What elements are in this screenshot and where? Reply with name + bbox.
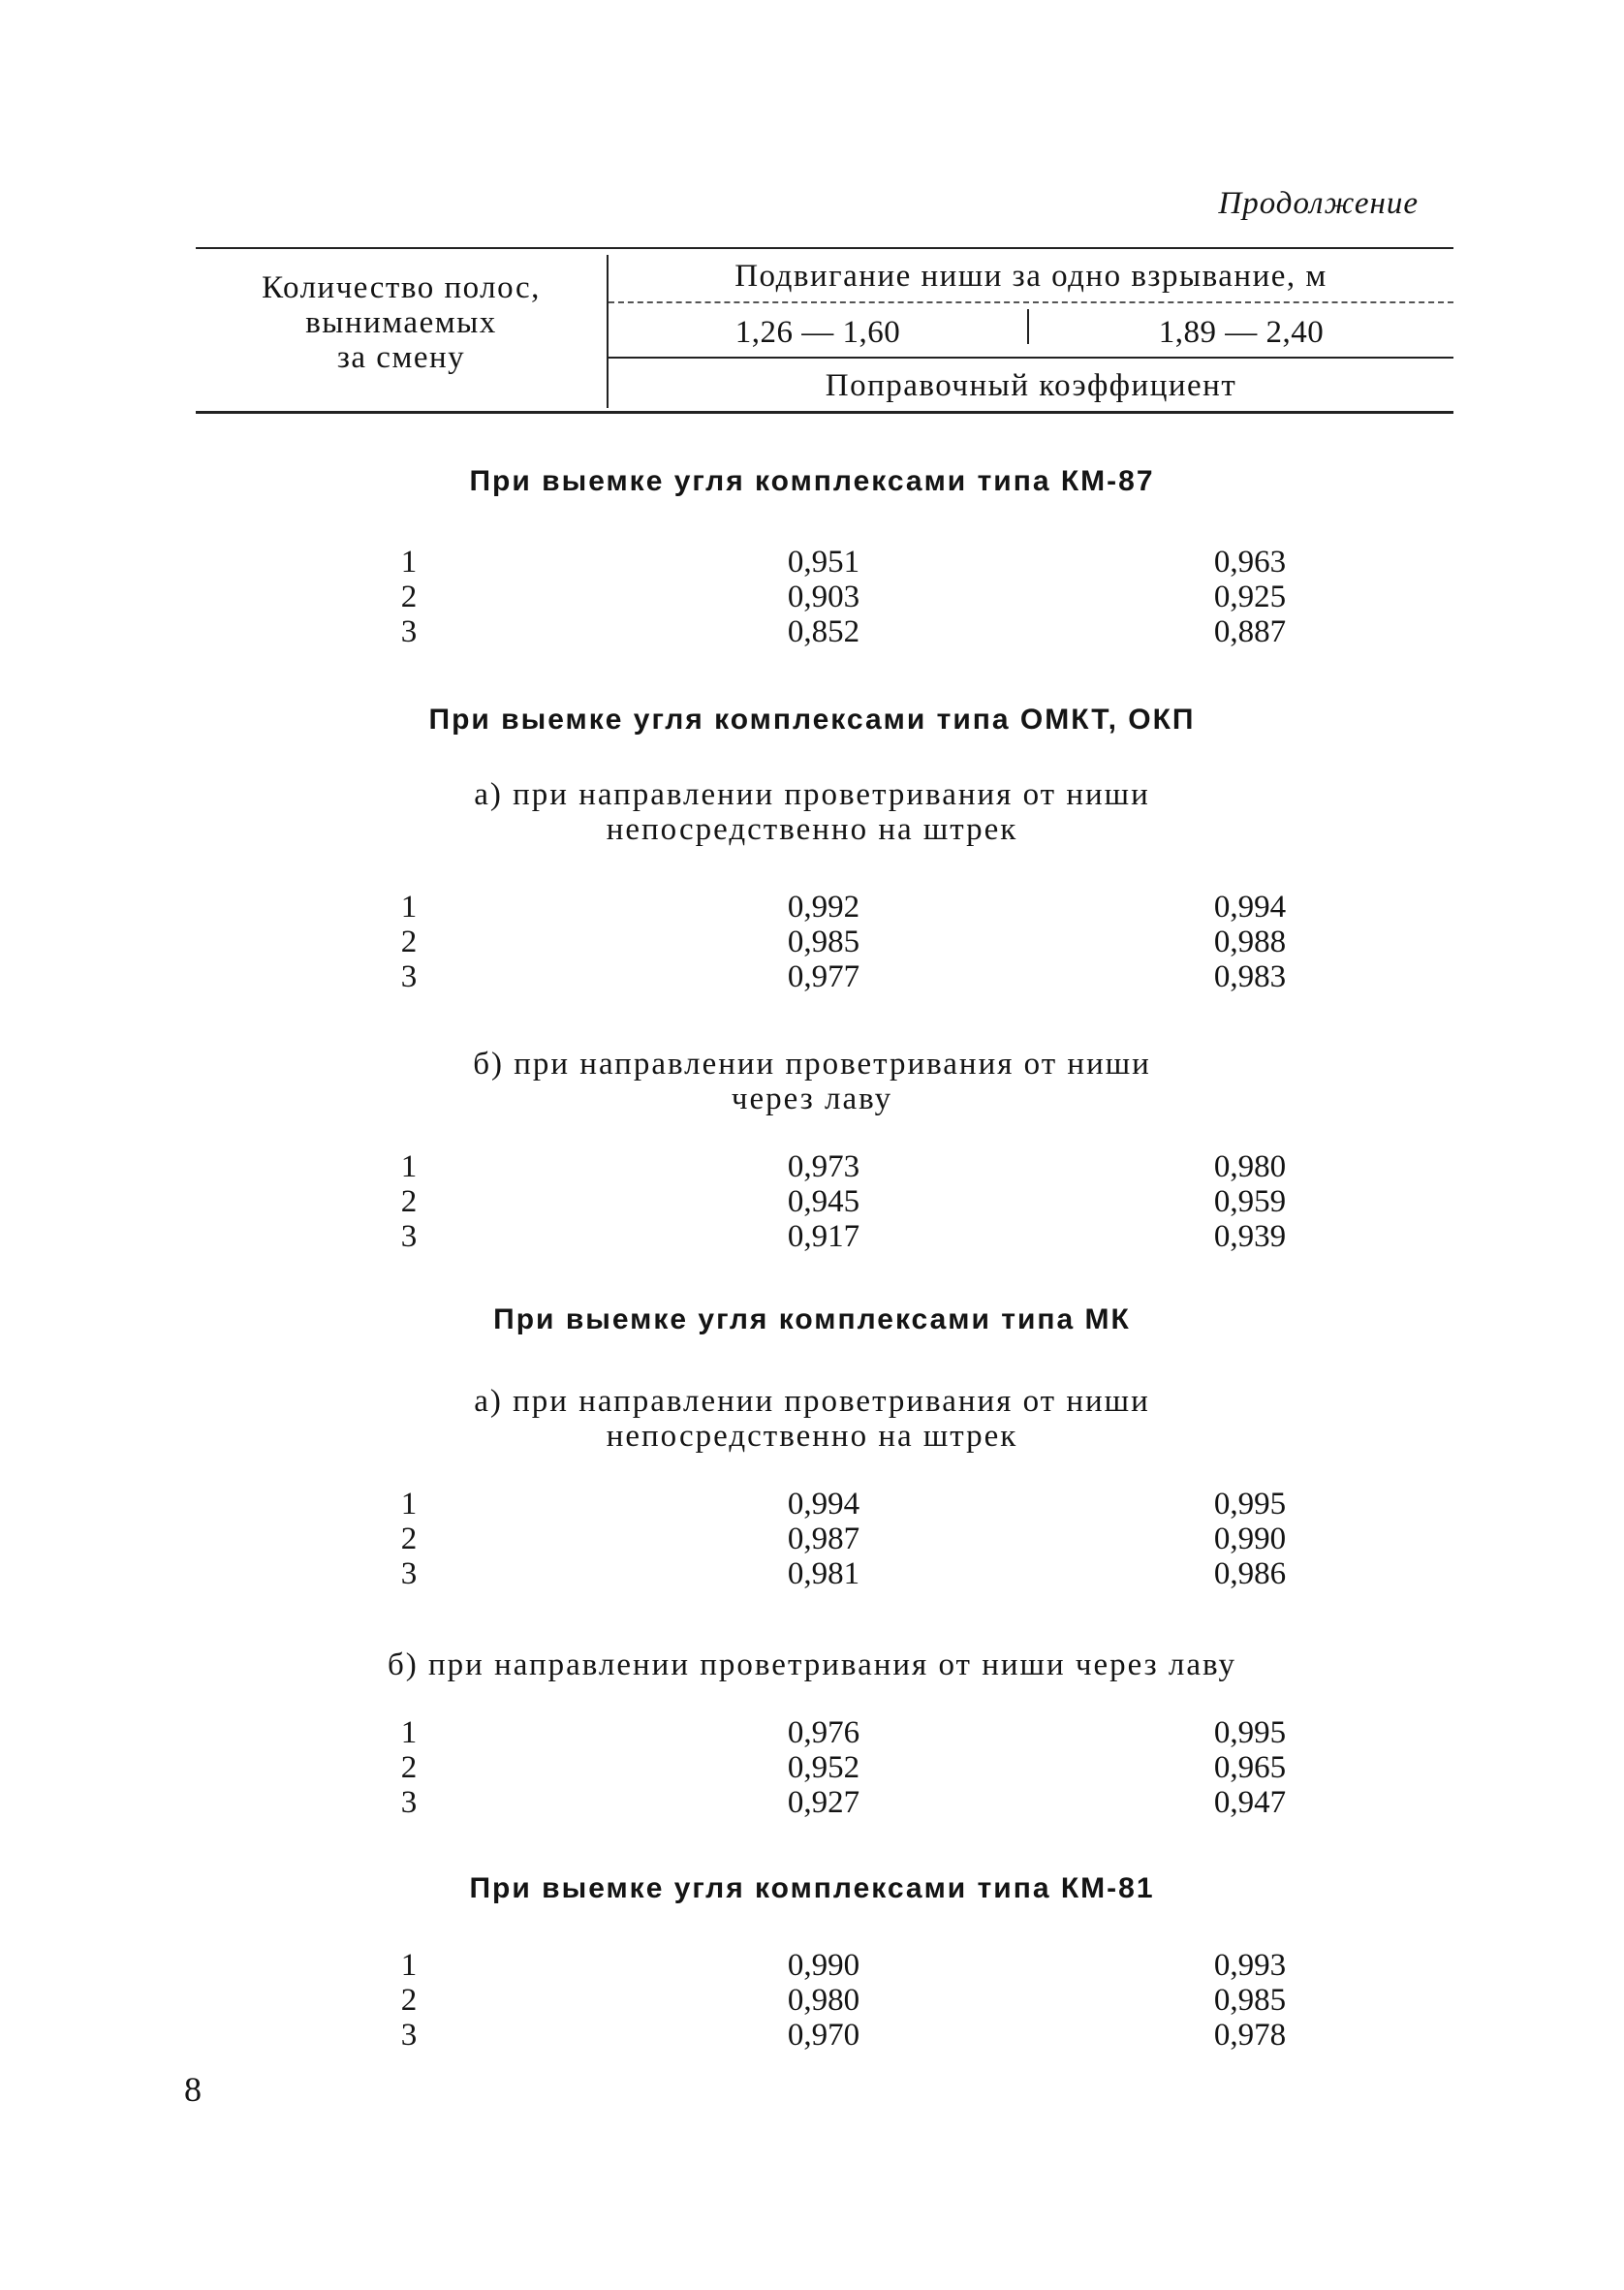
subsection-label-line: непосредственно на штрек <box>606 812 1018 847</box>
coef-a: 0,903 <box>787 580 860 614</box>
data-rows <box>0 1715 1624 1820</box>
row-count: 3 <box>400 1785 418 1820</box>
section-title: При выемке угля комплексами типа МК <box>493 1303 1131 1335</box>
coef-b: 0,959 <box>1213 1184 1287 1219</box>
subsection-label-line: б) при направлении проветривания от ниши через лаву <box>387 1647 1237 1682</box>
header-range-a: 1,26 — 1,60 <box>734 315 901 350</box>
coef-a: 0,980 <box>787 1983 860 2018</box>
coef-a: 0,952 <box>787 1750 860 1785</box>
header-advance-title: Подвигание ниши за одно взрывание, м <box>734 259 1327 294</box>
coef-b: 0,986 <box>1213 1556 1287 1591</box>
data-rows <box>0 890 1624 994</box>
coef-a: 0,917 <box>787 1219 860 1254</box>
coef-a: 0,985 <box>787 925 860 959</box>
header-top-rule <box>196 247 1453 249</box>
page-number: 8 <box>184 2070 202 2109</box>
data-rows <box>0 1149 1624 1254</box>
header-range-b: 1,89 — 2,40 <box>1158 315 1325 350</box>
data-rows <box>0 1487 1624 1591</box>
table-row <box>0 2018 1624 2053</box>
row-count: 1 <box>400 1715 418 1750</box>
coef-b: 0,994 <box>1213 890 1287 925</box>
table-row <box>0 1219 1624 1254</box>
continuation-label: Продолжение <box>1218 186 1419 221</box>
subsection-label-line: а) при направлении проветривания от ниши <box>474 777 1150 812</box>
coef-a: 0,987 <box>787 1521 860 1556</box>
table-row <box>0 1983 1624 2018</box>
coef-a: 0,927 <box>787 1785 860 1820</box>
row-count: 3 <box>400 1556 418 1591</box>
row-count: 3 <box>400 614 418 649</box>
row-count: 2 <box>400 925 418 959</box>
table-row <box>0 890 1624 925</box>
table-row <box>0 545 1624 580</box>
table-row <box>0 1521 1624 1556</box>
coef-a: 0,852 <box>787 614 860 649</box>
coef-b: 0,963 <box>1213 545 1287 580</box>
row-count: 3 <box>400 2018 418 2053</box>
coef-b: 0,993 <box>1213 1948 1287 1983</box>
section-title: При выемке угля комплексами типа КМ-81 <box>469 1872 1155 1904</box>
coef-b: 0,980 <box>1213 1149 1287 1184</box>
table-row <box>0 1785 1624 1820</box>
data-rows <box>0 545 1624 649</box>
coef-b: 0,947 <box>1213 1785 1287 1820</box>
coef-b: 0,985 <box>1213 1983 1287 2018</box>
coef-b: 0,983 <box>1213 959 1287 994</box>
table-row <box>0 580 1624 614</box>
coef-b: 0,995 <box>1213 1715 1287 1750</box>
table-row <box>0 1715 1624 1750</box>
subsection-label-line: непосредственно на штрек <box>606 1419 1018 1454</box>
subsection-label-line: б) при направлении проветривания от ниши <box>473 1047 1151 1082</box>
header-col1-line: за смену <box>336 340 466 375</box>
coef-b: 0,978 <box>1213 2018 1287 2053</box>
header-col1 <box>196 270 607 375</box>
row-count: 3 <box>400 959 418 994</box>
subsection-label-line: а) при направлении проветривания от ниши <box>474 1384 1150 1419</box>
coef-b: 0,965 <box>1213 1750 1287 1785</box>
coef-a: 0,981 <box>787 1556 860 1591</box>
table-row <box>0 1750 1624 1785</box>
table-row <box>0 614 1624 649</box>
data-rows <box>0 1948 1624 2053</box>
coef-a: 0,951 <box>787 545 860 580</box>
coef-b: 0,887 <box>1213 614 1287 649</box>
row-count: 2 <box>400 1983 418 2018</box>
table-header <box>196 247 1453 414</box>
row-count: 2 <box>400 1521 418 1556</box>
section-title: При выемке угля комплексами типа КМ-87 <box>469 465 1155 497</box>
coef-b: 0,990 <box>1213 1521 1287 1556</box>
row-count: 3 <box>400 1219 418 1254</box>
coef-a: 0,990 <box>787 1948 860 1983</box>
coef-a: 0,976 <box>787 1715 860 1750</box>
coef-b: 0,988 <box>1213 925 1287 959</box>
coef-a: 0,945 <box>787 1184 860 1219</box>
row-count: 2 <box>400 1184 418 1219</box>
header-bottom-rule <box>196 411 1453 414</box>
table-row <box>0 1556 1624 1591</box>
row-count: 1 <box>400 1948 418 1983</box>
header-col1-line: вынимаемых <box>305 305 497 340</box>
row-count: 1 <box>400 1149 418 1184</box>
table-row <box>0 1948 1624 1983</box>
row-count: 1 <box>400 1487 418 1521</box>
subsection-label <box>0 777 1624 847</box>
coef-a: 0,992 <box>787 890 860 925</box>
row-count: 1 <box>400 545 418 580</box>
subsection-label <box>0 1647 1624 1682</box>
table-row <box>0 1149 1624 1184</box>
row-count: 2 <box>400 1750 418 1785</box>
coef-b: 0,925 <box>1213 580 1287 614</box>
coef-a: 0,973 <box>787 1149 860 1184</box>
coef-b: 0,939 <box>1213 1219 1287 1254</box>
header-col1-line: Количество полос, <box>262 270 541 305</box>
table-row <box>0 1184 1624 1219</box>
subsection-label-line: через лаву <box>731 1082 893 1116</box>
table-row <box>0 1487 1624 1521</box>
coef-b: 0,995 <box>1213 1487 1287 1521</box>
header-mid-rule <box>609 357 1453 359</box>
row-count: 1 <box>400 890 418 925</box>
coef-a: 0,994 <box>787 1487 860 1521</box>
row-count: 2 <box>400 580 418 614</box>
header-coefficient-title: Поправочный коэффициент <box>825 368 1237 403</box>
table-row <box>0 925 1624 959</box>
subsection-label <box>0 1384 1624 1454</box>
coef-a: 0,970 <box>787 2018 860 2053</box>
coef-a: 0,977 <box>787 959 860 994</box>
header-dashed-rule <box>609 301 1453 303</box>
table-row <box>0 959 1624 994</box>
section-title: При выемке угля комплексами типа ОМКТ, ОКП <box>428 704 1196 736</box>
subsection-label <box>0 1047 1624 1116</box>
